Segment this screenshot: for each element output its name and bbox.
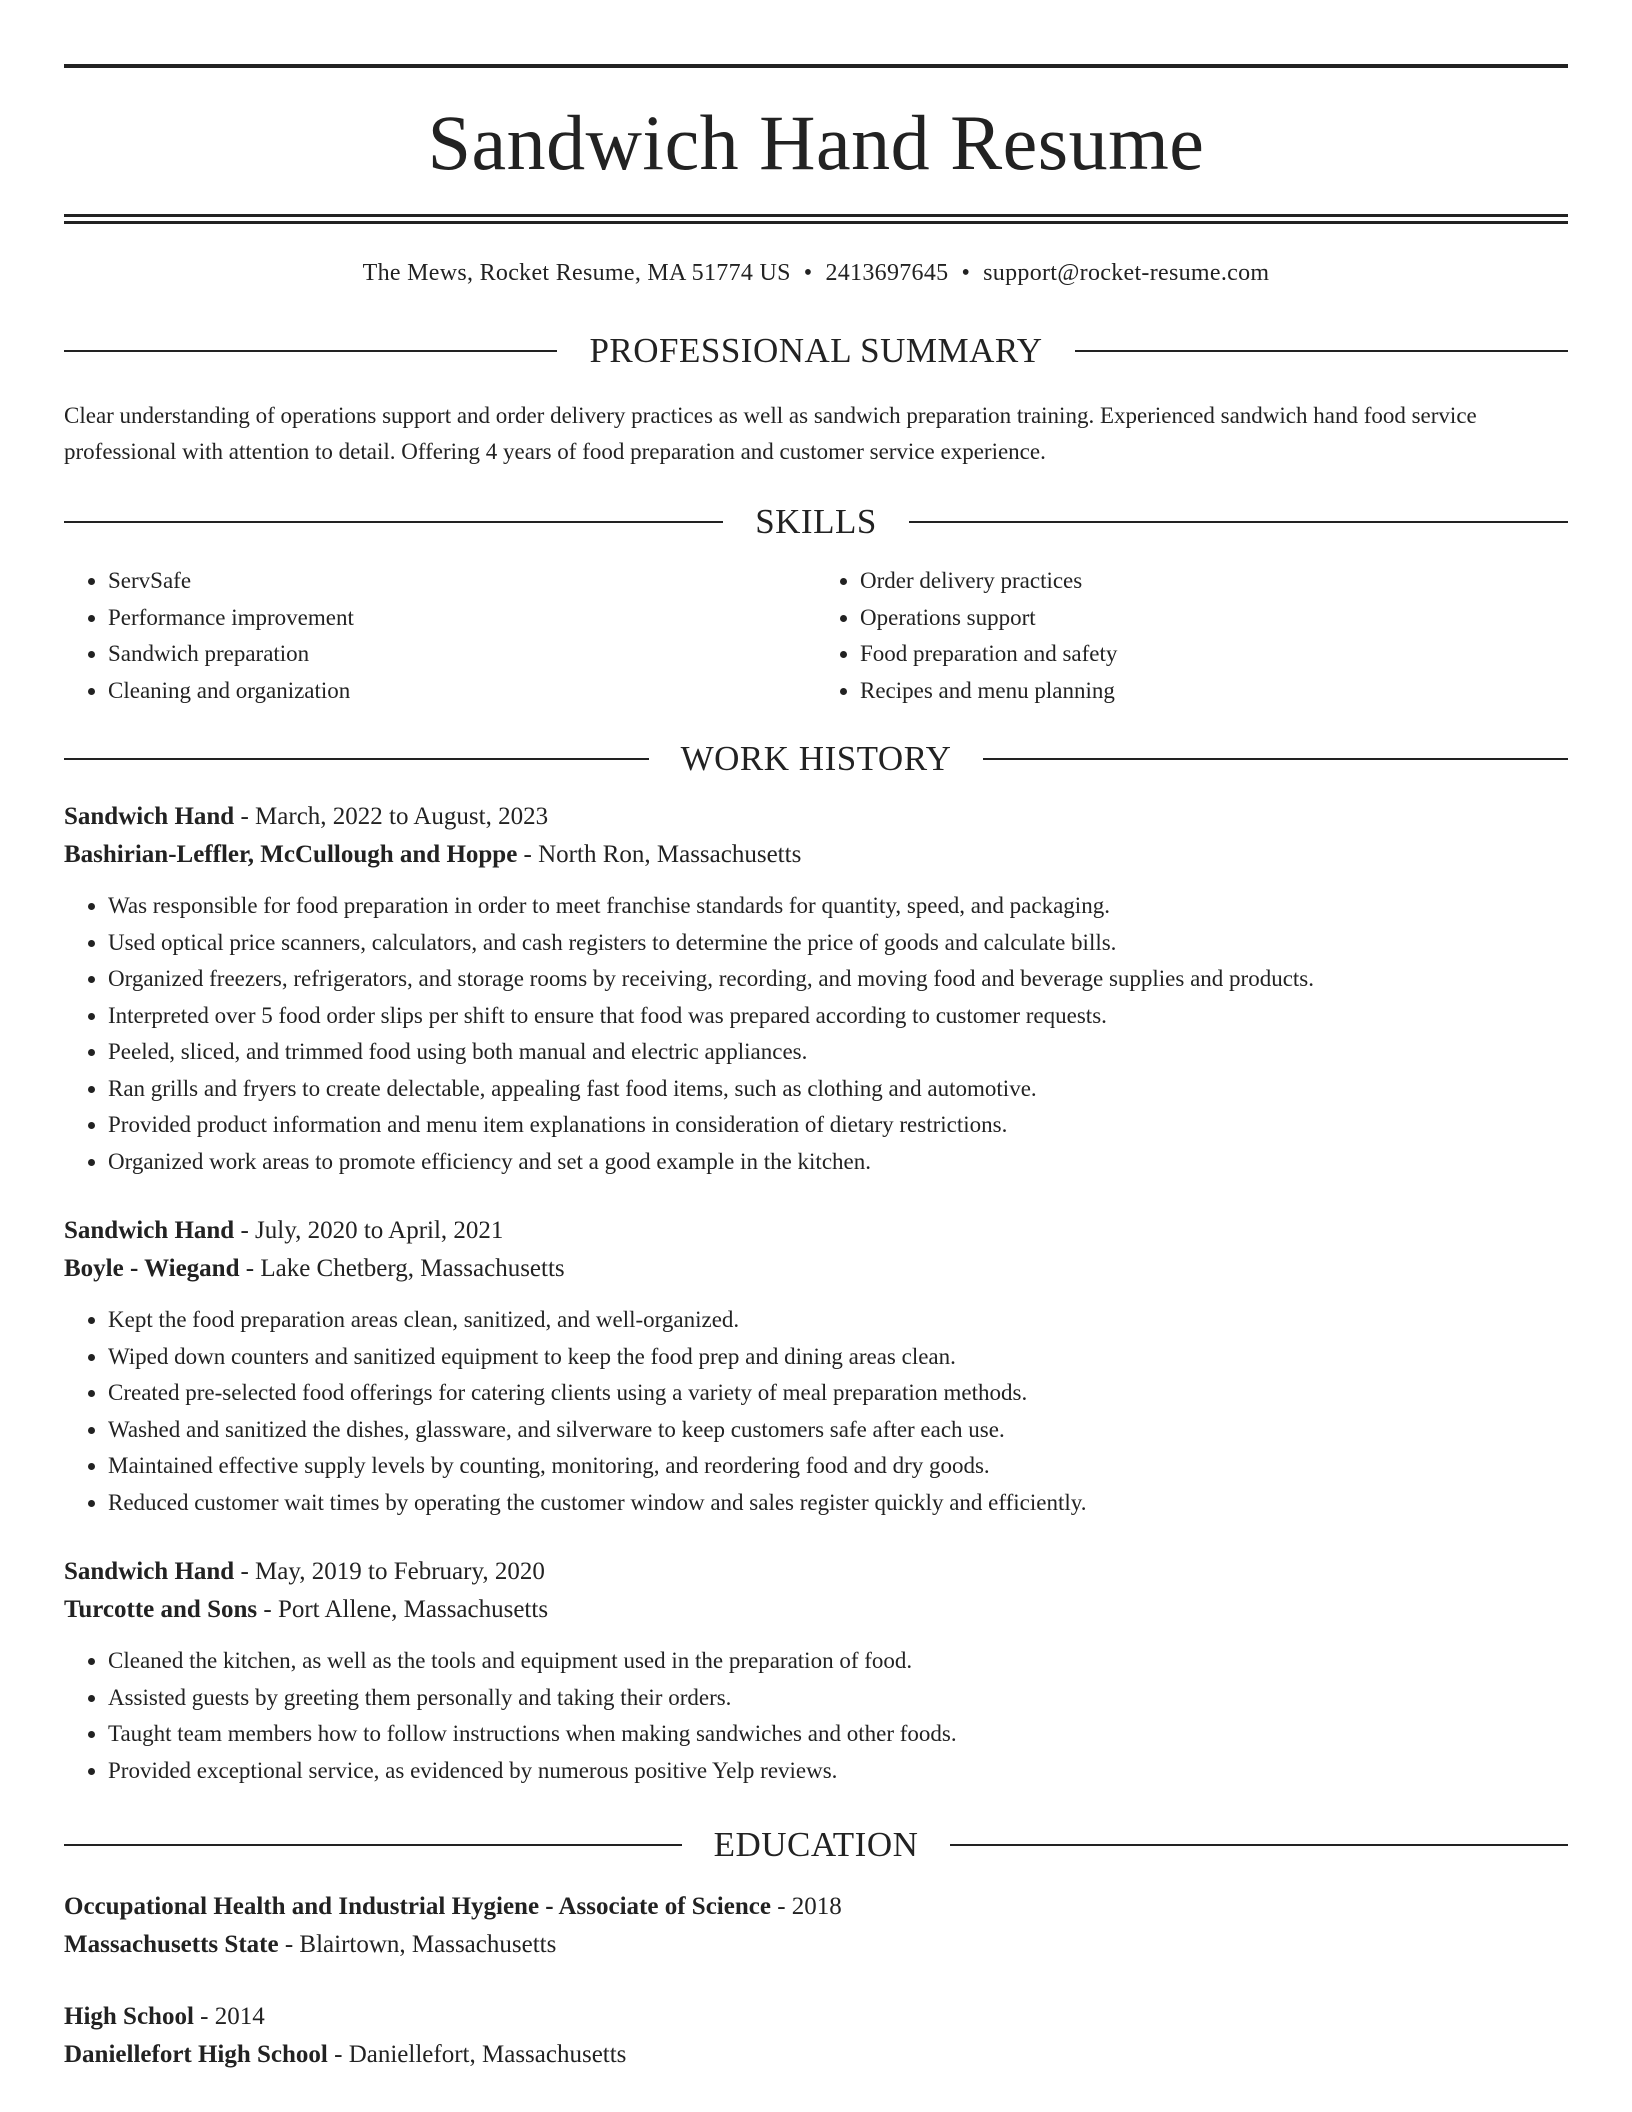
education-entry [64, 1998, 1568, 2074]
contact-line [64, 260, 1568, 287]
section-header-summary [64, 333, 1568, 368]
job-dates: - July, 2020 to April, 2021 [234, 1217, 504, 1244]
contact-address: The Mews, Rocket Resume, MA 51774 US [362, 260, 791, 286]
section-title-work: WORK HISTORY [680, 739, 952, 778]
job-dates: - May, 2019 to February, 2020 [234, 1558, 545, 1585]
job-entry [64, 798, 1568, 1180]
job-bullet: • Used optical price scanners, calculators, and cash registers to determine the price of goods and calculate bills. [108, 925, 1568, 962]
education-list [64, 1888, 1568, 2074]
education-degree: Occupational Health and Industrial Hygiene - Associate of Science [64, 1893, 771, 1920]
section-header-skills [64, 504, 1568, 539]
job-location: - Port Allene, Massachusetts [257, 1596, 549, 1623]
contact-separator: • [803, 260, 813, 286]
job-company-line [64, 1591, 1568, 1629]
contact-phone: 2413697645 [825, 260, 949, 286]
section-title-summary: PROFESSIONAL SUMMARY [589, 331, 1043, 370]
education-school-line [64, 1926, 1568, 1964]
title-double-rule [64, 214, 1568, 224]
resume-title: Sandwich Hand Resume [427, 99, 1205, 186]
section-rule [64, 758, 649, 760]
job-bullet: • Organized freezers, refrigerators, and storage rooms by receiving, recording, and moving food and beverage supplies and products. [108, 961, 1568, 998]
skill-item: • Performance improvement [108, 600, 816, 637]
job-bullet: • Created pre-selected food offerings for catering clients using a variety of meal preparation methods. [108, 1375, 1568, 1412]
section-rule [64, 1844, 682, 1846]
job-bullets [64, 1643, 1568, 1789]
job-bullet: • Taught team members how to follow instructions when making sandwiches and other foods. [108, 1716, 1568, 1753]
education-year: - 2018 [770, 1893, 842, 1920]
summary-text: Clear understanding of operations support and order delivery practices as well as sandwich preparation training. Experienced sandwich hand food service professional with attention to detail. Offering 4 years of food preparation and customer service experience. [64, 403, 1477, 464]
education-school-line [64, 2036, 1568, 2074]
work-history-list [64, 798, 1568, 1789]
job-bullet: • Interpreted over 5 food order slips per shift to ensure that food was prepared according to customer requests. [108, 998, 1568, 1035]
section-rule [950, 1844, 1568, 1846]
job-bullet: • Organized work areas to promote efficiency and set a good example in the kitchen. [108, 1144, 1568, 1181]
job-company-line [64, 1250, 1568, 1288]
job-bullet: • Peeled, sliced, and trimmed food using both manual and electric appliances. [108, 1034, 1568, 1071]
education-year: - 2014 [193, 2003, 265, 2030]
job-bullet: • Provided exceptional service, as evidenced by numerous positive Yelp reviews. [108, 1753, 1568, 1790]
section-rule [1075, 350, 1568, 352]
job-bullets [64, 1302, 1568, 1521]
job-company: Bashirian-Leffler, McCullough and Hoppe [64, 841, 518, 868]
job-title-line [64, 798, 1568, 836]
skill-item: • Order delivery practices [860, 563, 1568, 600]
job-bullet: • Wiped down counters and sanitized equipment to keep the food prep and dining areas clean. [108, 1339, 1568, 1376]
skills-column-left [64, 563, 816, 709]
skill-item: • ServSafe [108, 563, 816, 600]
job-title: Sandwich Hand [64, 1558, 235, 1585]
education-degree-line [64, 1888, 1568, 1926]
job-bullet: • Provided product information and menu item explanations in consideration of dietary restrictions. [108, 1107, 1568, 1144]
section-rule [64, 521, 723, 523]
job-title-line [64, 1553, 1568, 1591]
skill-item: • Operations support [860, 600, 1568, 637]
education-school: Massachusetts State [64, 1931, 279, 1958]
top-rule [64, 64, 1568, 68]
contact-separator: • [961, 260, 971, 286]
education-entry [64, 1888, 1568, 1964]
job-dates: - March, 2022 to August, 2023 [234, 803, 549, 830]
job-location: - North Ron, Massachusetts [517, 841, 802, 868]
job-title: Sandwich Hand [64, 803, 235, 830]
skill-item: • Sandwich preparation [108, 636, 816, 673]
skill-item: • Recipes and menu planning [860, 673, 1568, 710]
section-rule [983, 758, 1568, 760]
job-company: Boyle - Wiegand [64, 1255, 240, 1282]
education-degree: High School [64, 2003, 194, 2030]
section-header-education [64, 1827, 1568, 1862]
skills-list [64, 563, 1568, 709]
section-rule [909, 521, 1568, 523]
resume-page [64, 64, 1568, 2074]
job-bullet: • Ran grills and fryers to create delectable, appealing fast food items, such as clothing and automotive. [108, 1071, 1568, 1108]
job-title-line [64, 1212, 1568, 1250]
job-bullets [64, 888, 1568, 1180]
skill-item: • Food preparation and safety [860, 636, 1568, 673]
job-bullet: • Cleaned the kitchen, as well as the tools and equipment used in the preparation of food. [108, 1643, 1568, 1680]
job-entry [64, 1553, 1568, 1789]
job-entry [64, 1212, 1568, 1521]
job-bullet: • Maintained effective supply levels by counting, monitoring, and reordering food and dry goods. [108, 1448, 1568, 1485]
section-title-education: EDUCATION [713, 1825, 919, 1864]
job-bullet: • Reduced customer wait times by operating the customer window and sales register quickly and efficiently. [108, 1485, 1568, 1522]
education-location: - Blairtown, Massachusetts [278, 1931, 557, 1958]
job-company-line [64, 836, 1568, 874]
skills-column-right [816, 563, 1568, 709]
job-bullet: • Washed and sanitized the dishes, glassware, and silverware to keep customers safe after each use. [108, 1412, 1568, 1449]
education-degree-line [64, 1998, 1568, 2036]
education-school: Daniellefort High School [64, 2041, 328, 2068]
section-title-skills: SKILLS [755, 502, 877, 541]
contact-email: support@rocket-resume.com [983, 260, 1270, 286]
job-title: Sandwich Hand [64, 1217, 235, 1244]
job-company: Turcotte and Sons [64, 1596, 258, 1623]
job-location: - Lake Chetberg, Massachusetts [239, 1255, 565, 1282]
skill-item: • Cleaning and organization [108, 673, 816, 710]
job-bullet: • Was responsible for food preparation in order to meet franchise standards for quantity, speed, and packaging. [108, 888, 1568, 925]
job-bullet: • Assisted guests by greeting them personally and taking their orders. [108, 1680, 1568, 1717]
section-rule [64, 350, 557, 352]
job-bullet: • Kept the food preparation areas clean, sanitized, and well-organized. [108, 1302, 1568, 1339]
education-location: - Daniellefort, Massachusetts [327, 2041, 627, 2068]
section-header-work [64, 741, 1568, 776]
